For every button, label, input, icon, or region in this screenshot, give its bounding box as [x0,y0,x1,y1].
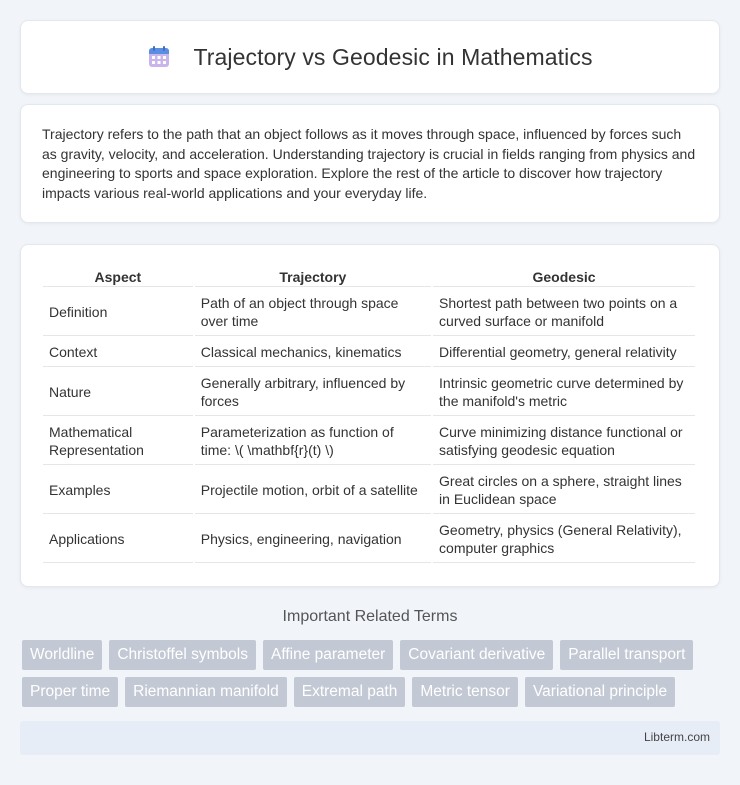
tag-proper-time[interactable]: Proper time [22,677,118,707]
tag-variational-principle[interactable]: Variational principle [525,677,675,707]
column-header-trajectory: Trajectory [195,265,431,287]
page-title: Trajectory vs Geodesic in Mathematics [193,43,593,70]
table-row [43,516,695,563]
footer [20,721,720,755]
table-cell: Great circles on a sphere, straight lines in Euclidean space [433,467,695,514]
calendar-icon [147,45,171,69]
table-cell: Examples [43,467,193,514]
table-cell: Curve minimizing distance functional or satisfying geodesic equation [433,418,695,465]
intro-text: Trajectory refers to the path that an object follows as it moves through space, influenced by forces such as gravity, velocity, and acceleration. Understanding trajectory is crucial in fields ranging from physics and engineering to sports and space exploration. Explore the rest of the article to discover how trajectory impacts various real-world applications and your everyday life. [42,126,696,201]
table-cell: Parameterization as function of time: \( \mathbf{r}(t) \) [195,418,431,465]
table-cell: Mathematical Representation [43,418,193,465]
tag-worldline[interactable]: Worldline [22,640,102,670]
table-header-row [43,265,695,287]
intro-card [20,104,720,223]
table-row [43,369,695,416]
table-cell: Shortest path between two points on a curved surface or manifold [433,289,695,336]
tag-christoffel-symbols[interactable]: Christoffel symbols [109,640,256,670]
column-header-geodesic: Geodesic [433,265,695,287]
tag-metric-tensor[interactable]: Metric tensor [412,677,518,707]
related-terms-tags [22,640,722,714]
comparison-table [41,263,697,565]
table-cell: Generally arbitrary, influenced by forces [195,369,431,416]
table-cell: Applications [43,516,193,563]
related-terms-title: Important Related Terms [282,608,458,625]
table-cell: Nature [43,369,193,416]
table-row [43,289,695,336]
table-cell: Path of an object through space over time [195,289,431,336]
table-cell: Projectile motion, orbit of a satellite [195,467,431,514]
table-row [43,467,695,514]
footer-site-link[interactable]: Libterm.com [643,730,710,744]
tag-row [22,640,722,670]
tag-riemannian-manifold[interactable]: Riemannian manifold [125,677,287,707]
tag-extremal-path[interactable]: Extremal path [294,677,406,707]
table-cell: Differential geometry, general relativity [433,338,695,367]
table-cell: Geometry, physics (General Relativity), computer graphics [433,516,695,563]
column-header-aspect: Aspect [43,265,193,287]
tag-row [22,677,722,707]
table-cell: Classical mechanics, kinematics [195,338,431,367]
header-card [20,20,720,94]
table-cell: Definition [43,289,193,336]
header [147,44,592,71]
tag-parallel-transport[interactable]: Parallel transport [560,640,693,670]
tag-covariant-derivative[interactable]: Covariant derivative [400,640,553,670]
tag-affine-parameter[interactable]: Affine parameter [263,640,393,670]
table-cell: Physics, engineering, navigation [195,516,431,563]
table-row [43,338,695,367]
table-cell: Intrinsic geometric curve determined by the manifold's metric [433,369,695,416]
table-cell: Context [43,338,193,367]
comparison-card [20,244,720,587]
table-row [43,418,695,465]
